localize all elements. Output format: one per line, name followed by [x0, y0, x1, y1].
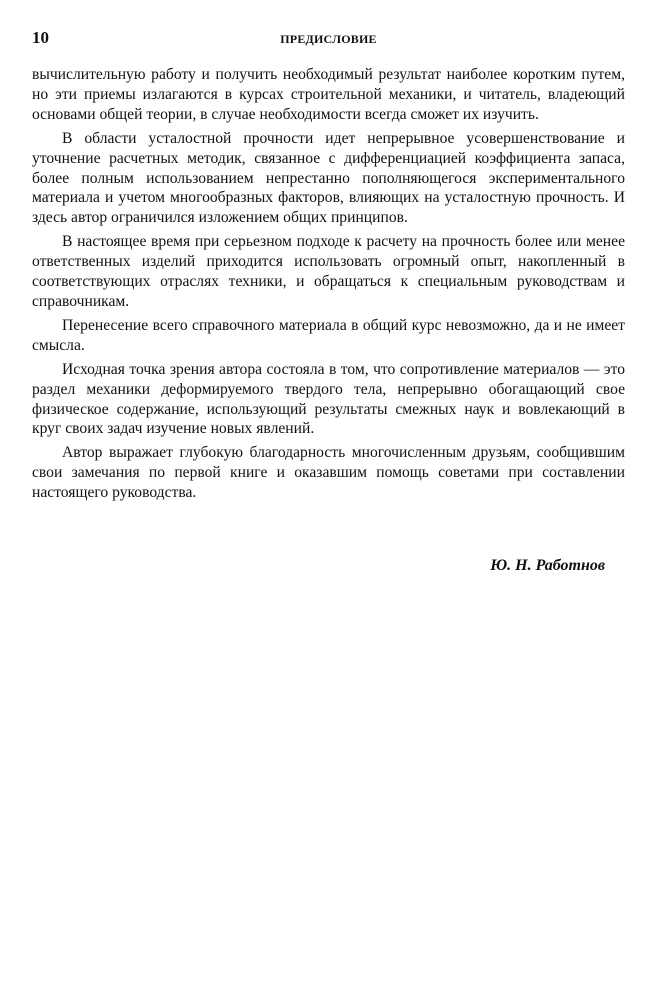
paragraph-reference-material: Перенесение всего справочного материала в общий курс невозможно, да и не имеет смысла. [32, 316, 625, 354]
paragraph-continuation: вычислительную работу и получить необходимый результат наиболее коротким путем, но эти приемы излагаются в курсах строительной механики, и читатель, владеющий основами общей теории, в случае необходимости всегда сможет их изучить. [32, 66, 625, 123]
page-header [32, 28, 625, 52]
author-signature: Ю. Н. Работнов [490, 557, 605, 574]
paragraph-fatigue-strength: В области усталостной прочности идет непрерывное усовершенствование и уточнение расчетных методик, связанное с дифференциацией коэффициента запаса, более полным использованием непрестанно пополняющегося экспериментального материала и учетом многообразных факторов, влияющих на усталостную прочность. И здесь автор ограничился изложением общих принципов. [32, 129, 625, 227]
preface-text [32, 65, 625, 507]
running-title: ПРЕДИСЛОВИЕ [280, 32, 377, 46]
paragraph-acknowledgement: Автор выражает глубокую благодарность многочисленным друзьям, сообщившим свои замечания по первой книге и оказавшим помощь советами при составлении настоящего руководства. [32, 444, 625, 502]
paragraph-authors-view: Исходная точка зрения автора состояла в том, что сопротивление материалов — это раздел механики деформируемого твердого тела, непрерывно обогащающий свое физическое содержание, использующий результаты смежных наук и вовлекающий в круг своих задач изучение новых явлений. [32, 360, 625, 438]
paragraph-current-approach: В настоящее время при серьезном подходе к расчету на прочность более или менее ответственных изделий приходится использовать огромный опыт, накопленный в соответствующих отраслях техники, и обращаться к специальным руководствам и справочникам. [32, 233, 625, 310]
page-number: 10 [32, 28, 49, 47]
